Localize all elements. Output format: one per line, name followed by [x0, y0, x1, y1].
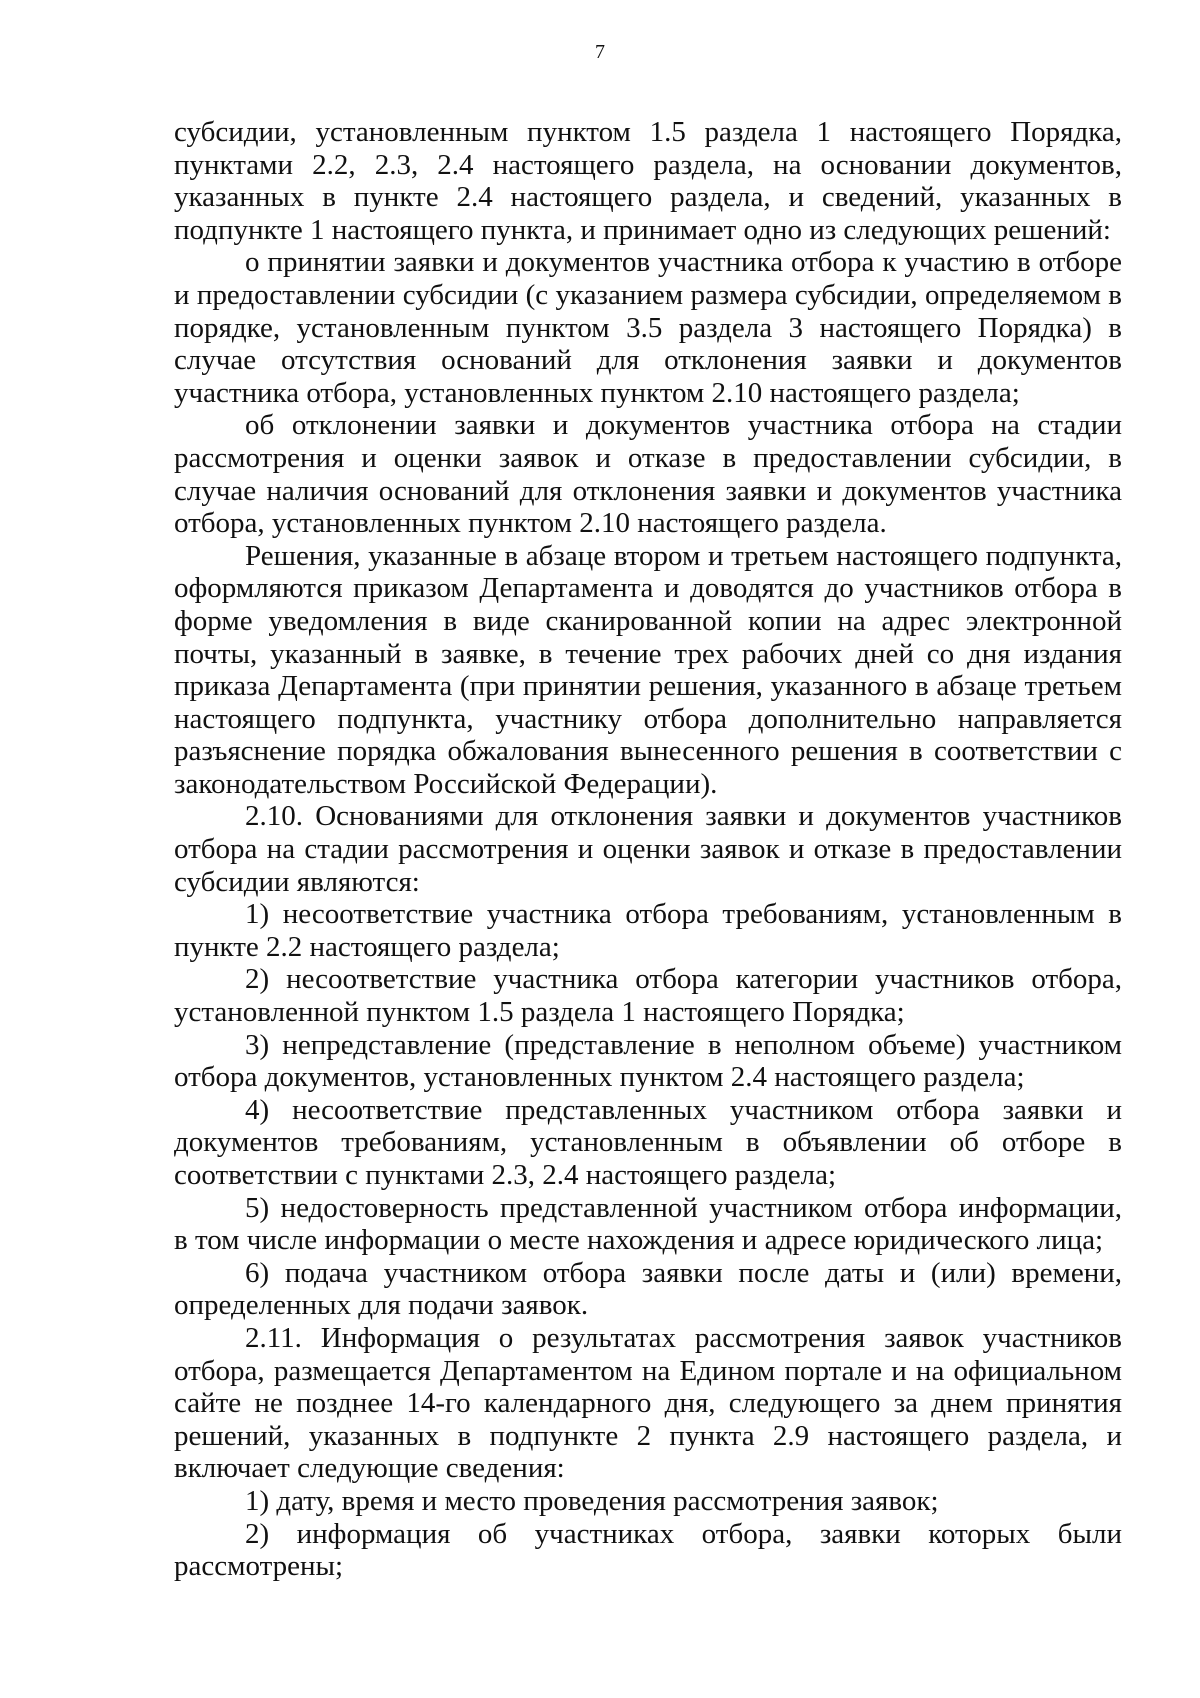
list-item-ground-4: 4) несоответствие представленных участником отбора заявки и документов требованиям, установленным в объявлении об отборе в соответствии с пунктами 2.3, 2.4 настоящего раздела; — [174, 1093, 1122, 1191]
list-item-ground-3: 3) непредставление (представление в неполном объеме) участником отбора документов, установленных пунктом 2.4 настоящего раздела; — [174, 1028, 1122, 1094]
document-body — [174, 116, 1122, 1583]
list-item-result-2: 2) информация об участниках отбора, заявки которых были рассмотрены; — [174, 1517, 1122, 1583]
list-item-ground-2: 2) несоответствие участника отбора категории участников отбора, установленной пунктом 1.5 раздела 1 настоящего Порядка; — [174, 963, 1122, 1029]
list-item-ground-6: 6) подача участником отбора заявки после даты и (или) времени, определенных для подачи заявок. — [174, 1256, 1122, 1322]
paragraph-rejection-decision: об отклонении заявки и документов участника отбора на стадии рассмотрения и оценки заявок и отказе в предоставлении субсидии, в случае наличия оснований для отклонения заявки и документов участника отбора, установленных пунктом 2.10 настоящего раздела. — [174, 409, 1122, 540]
list-item-ground-1: 1) несоответствие участника отбора требованиям, установленным в пункте 2.2 настоящего раздела; — [174, 898, 1122, 963]
paragraph-acceptance-decision: о принятии заявки и документов участника отбора к участию в отборе и предоставлении субсидии (с указанием размера субсидии, определяемом в порядке, установленным пунктом 3.5 раздела 3 настоящего Порядка) в случае отсутствия оснований для отклонения заявки и документов участника отбора, установленных пунктом 2.10 настоящего раздела; — [174, 246, 1122, 409]
paragraph-clause-2-10: 2.10. Основаниями для отклонения заявки и документов участников отбора на стадии рассмотрения и оценки заявок и отказе в предоставлении субсидии являются: — [174, 800, 1122, 898]
paragraph-clause-2-11: 2.11. Информация о результатах рассмотрения заявок участников отбора, размещается Департаментом на Едином портале и на официальном сайте не позднее 14-го календарного дня, следующего за днем принятия решений, указанных в подпункте 2 пункта 2.9 настоящего раздела, и включает следующие сведения: — [174, 1321, 1122, 1485]
list-item-ground-5: 5) недостоверность представленной участником отбора информации, в том числе информации о месте нахождения и адресе юридического лица; — [174, 1191, 1122, 1257]
page-number: 7 — [595, 41, 605, 63]
paragraph-continuation: субсидии, установленным пунктом 1.5 раздела 1 настоящего Порядка, пунктами 2.2, 2.3, 2.4 настоящего раздела, на основании документов, указанных в пункте 2.4 настоящего раздела, и сведений, указанных в подпункте 1 настоящего пункта, и принимает одно из следующих решений: — [174, 116, 1122, 246]
list-item-result-1: 1) дату, время и место проведения рассмотрения заявок; — [245, 1484, 939, 1517]
paragraph-decision-notification: Решения, указанные в абзаце втором и третьем настоящего подпункта, оформляются приказом Департамента и доводятся до участников отбора в форме уведомления в виде сканированной копии на адрес электронной почты, указанный в заявке, в течение трех рабочих дней со дня издания приказа Департамента (при принятии решения, указанного в абзаце третьем настоящего подпункта, участнику отбора дополнительно направляется разъяснение порядка обжалования вынесенного решения в соответствии с законодательством Российской Федерации). — [174, 539, 1122, 800]
